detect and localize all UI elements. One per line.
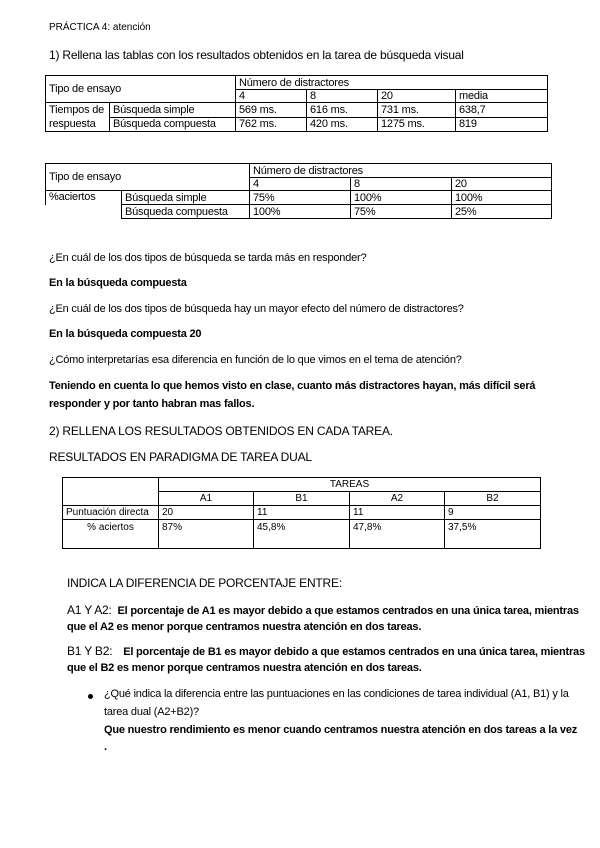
- table3-cell: 9: [445, 506, 541, 520]
- table3-cell: 37,5%: [445, 520, 541, 549]
- question-3: ¿Cómo interpretarías esa diferencia en función de lo que vimos en el tema de atención?: [49, 354, 462, 366]
- accuracy-table: [45, 163, 552, 219]
- table2-col-20: 20: [452, 178, 552, 191]
- table3-corner-cell: [63, 478, 159, 506]
- a1a2-text-line2: que el A2 es menor porque centramos nuestra atención en dos tareas.: [67, 621, 422, 633]
- a1a2-label: A1 Y A2:: [67, 603, 112, 617]
- table2-col-8: 8: [351, 178, 452, 191]
- table3-cell: 11: [254, 506, 350, 520]
- table1-cell: 819: [456, 117, 548, 132]
- table3-col-b1: B1: [254, 492, 350, 506]
- table1-col-8: 8: [307, 90, 378, 103]
- bullet-icon: [88, 694, 93, 699]
- question-2: ¿En cuál de los dos tipos de búsqueda hay un mayor efecto del número de distractores?: [49, 303, 464, 315]
- table1-col-20: 20: [378, 90, 456, 103]
- table1-row-label: Búsqueda simple: [110, 103, 236, 118]
- table3-row-label: % aciertos: [63, 520, 159, 549]
- bullet-question-line2: tarea dual (A2+B2)?: [104, 706, 199, 718]
- table3-cell: 87%: [159, 520, 254, 549]
- table1-row-group-line1: Tiempos de: [49, 104, 105, 116]
- answer-3-line2: responder y por tanto habran mas fallos.: [49, 398, 255, 410]
- bullet-question-line1: ¿Qué indica la diferencia entre las puntuaciones en las condiciones de tarea individual (A1, B1) y la: [104, 688, 569, 700]
- table1-cell: 762 ms.: [236, 117, 307, 132]
- table2-distractors-header: Número de distractores: [250, 164, 552, 178]
- table3-cell: 45,8%: [254, 520, 350, 549]
- bullet-answer-end: .: [104, 741, 107, 753]
- section1-title: 1) Rellena las tablas con los resultados obtenidos en la tarea de búsqueda visual: [49, 48, 464, 62]
- table1-cell: 616 ms.: [307, 103, 378, 118]
- table3-cell: 20: [159, 506, 254, 520]
- table1-cell: 569 ms.: [236, 103, 307, 118]
- answer-3-line1: Teniendo en cuenta lo que hemos visto en clase, cuanto más distractores hayan, más difícil será: [49, 380, 536, 392]
- a1a2-line1: [67, 603, 579, 617]
- table2-cell: 100%: [351, 191, 452, 205]
- table2-tipo-header: Tipo de ensayo: [46, 164, 250, 191]
- table1-cell: 638,7: [456, 103, 548, 118]
- table3-cell: 47,8%: [350, 520, 445, 549]
- table2-cell: 75%: [351, 205, 452, 219]
- b1b2-text-line2: que el B2 es menor porque centramos nuestra atención en dos tareas.: [67, 662, 422, 674]
- table2-empty-cell: [46, 205, 122, 219]
- b1b2-text-line1: El porcentaje de B1 es mayor debido a que estamos centrados en una única tarea, mientras: [123, 646, 585, 658]
- table1-row-group-line2: respuesta: [49, 118, 96, 130]
- table1-cell: 731 ms.: [378, 103, 456, 118]
- table1-cell: 420 ms.: [307, 117, 378, 132]
- answer-2: En la búsqueda compuesta 20: [49, 328, 202, 340]
- a1a2-text-line1: El porcentaje de A1 es mayor debido a que estamos centrados en una única tarea, mientras: [117, 605, 579, 617]
- indica-heading: INDICA LA DIFERENCIA DE PORCENTAJE ENTRE:: [67, 576, 342, 590]
- table1-cell: 1275 ms.: [378, 117, 456, 132]
- table1-row-group: [46, 103, 110, 132]
- table1-row-label: Búsqueda compuesta: [110, 117, 236, 132]
- table2-cell: 100%: [452, 191, 552, 205]
- b1b2-line1: [67, 644, 585, 658]
- table1-col-4: 4: [236, 90, 307, 103]
- answer-1: En la búsqueda compuesta: [49, 277, 187, 289]
- table2-cell: 100%: [250, 205, 351, 219]
- table1-tipo-header: Tipo de ensayo: [46, 76, 236, 103]
- table1-col-media: media: [456, 90, 548, 103]
- b1b2-label: B1 Y B2:: [67, 644, 113, 658]
- page-header: PRÁCTICA 4: atención: [49, 22, 151, 33]
- table3-row-label: Puntuación directa: [63, 506, 159, 520]
- table2-row-group: %aciertos: [46, 191, 122, 205]
- question-1: ¿En cuál de los dos tipos de búsqueda se tarda más en responder?: [49, 252, 367, 264]
- table3-col-a2: A2: [350, 492, 445, 506]
- table3-tareas-header: TAREAS: [159, 478, 541, 492]
- table3-cell: 11: [350, 506, 445, 520]
- table3-col-a1: A1: [159, 492, 254, 506]
- table3-col-b2: B2: [445, 492, 541, 506]
- table2-col-4: 4: [250, 178, 351, 191]
- dual-task-table: [62, 477, 541, 549]
- bullet-answer: Que nuestro rendimiento es menor cuando centramos nuestra atención en dos tareas a la vez: [104, 724, 578, 736]
- table2-row-label: Búsqueda compuesta: [122, 205, 250, 219]
- table1-distractors-header: Número de distractores: [236, 76, 548, 90]
- search-times-table: [45, 75, 548, 132]
- table2-cell: 25%: [452, 205, 552, 219]
- section2-subtitle: RESULTADOS EN PARADIGMA DE TAREA DUAL: [49, 450, 312, 464]
- table2-cell: 75%: [250, 191, 351, 205]
- section2-title: 2) RELLENA LOS RESULTADOS OBTENIDOS EN CADA TAREA.: [49, 424, 393, 438]
- table2-row-label: Búsqueda simple: [122, 191, 250, 205]
